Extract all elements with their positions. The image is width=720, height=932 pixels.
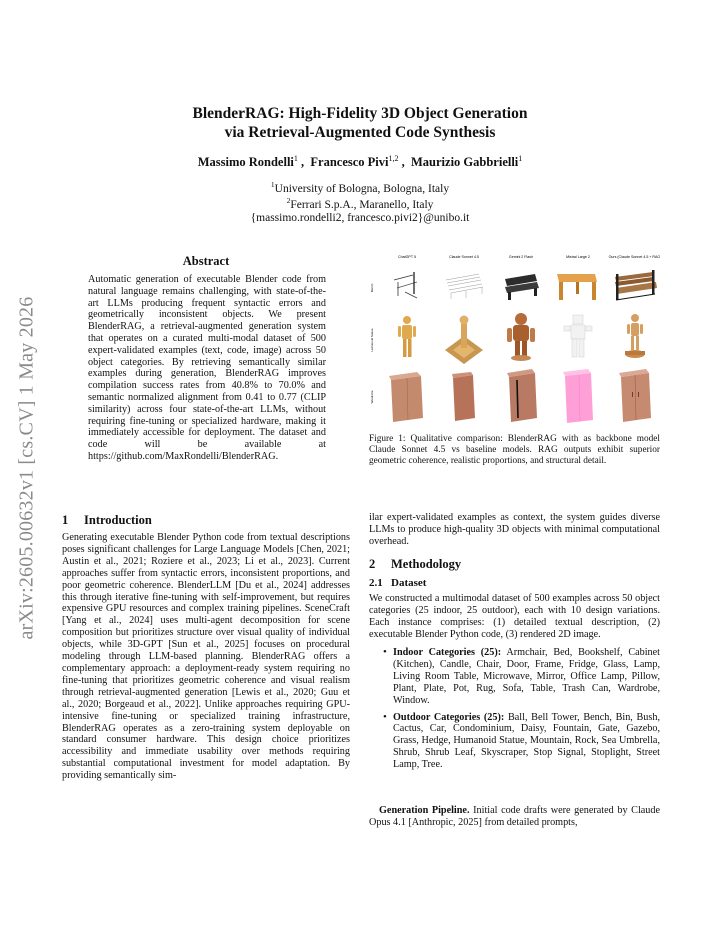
statue-render-chatgpt (398, 316, 416, 357)
affiliation-2: $^2$Ferrari S.p.A., Maranello, Italy (286, 196, 434, 211)
subsection-2-1-heading: 2.1 Dataset (369, 577, 427, 589)
col-header-2: Claude Sonnet 4.5 (449, 255, 479, 259)
outdoor-categories-item: • Outdoor Categories (25): Ball, Bell Tower, Bench, Bin, Bush, Cactus, Car, Condominium, Daisy, Fountain, Gate, Gazebo, Grass, Hedge, Humanoid Statue, Mountain, Rock, Sea Umbrella, Shrub, Shrub Leaf, Skyscraper, Stop Signal, Stoplight, Street Lamp, Tree. (393, 712, 660, 772)
author-3: Maurizio Gabbrielli (411, 155, 519, 170)
wardrobe-render-gemini (507, 369, 537, 422)
bench-render-claude (446, 274, 483, 299)
figure-1 (369, 252, 660, 432)
paper-title-line-2: via Retrieval-Augmented Code Synthesis (224, 124, 496, 141)
figure-1-caption: Figure 1: Qualitative comparison: BlenderRAG with as backbone model Claude Sonnet 4.5 vs baseline models. RAG outputs exhibit superior geometric coherence, realistic proportions, and structural detail. (369, 434, 660, 467)
indoor-categories-item: • Indoor Categories (25): Armchair, Bed, Bookshelf, Cabinet (Kitchen), Candle, Chair, Door, Frame, Fridge, Glass, Lamp, Living Room Table, Microwave, Mirror, Office Lamp, Pillow, Plant, Plate, Pot, Rug, Sofa, Table, Trash Can, Wardrobe, Window. (393, 647, 660, 707)
figure-1-grid (369, 252, 660, 432)
row-label-3: Wardrobe (370, 390, 374, 404)
arxiv-identifier: arXiv:2605.00632v1 [cs.CV] 1 May 2026 (15, 296, 38, 640)
col-header-3: Gemini 2 Flash (508, 255, 534, 259)
col-header-5: Ours (Claude Sonnet 4.5 + RAG) (608, 255, 660, 259)
category-list (379, 647, 660, 776)
author-1-affiliation: 1 (293, 154, 298, 163)
wardrobe-render-claude (452, 372, 475, 421)
generation-pipeline-paragraph: Generation Pipeline. Initial code drafts were generated by Claude Opus 4.1 [Anthropic, 2025] from detailed prompts, (369, 805, 661, 828)
abstract-text: Automatic generation of executable Blender code from natural language remains challenging, with state-of-the-art LLMs producing frequent syntactic errors and geometrically inconsistent objects. We present BlenderRAG, a retrieval-augmented generation system that operates on a curated multi-modal dataset of 500 expert-validated examples (text, code, image) across 50 object categories. By retrieving semantically similar examples during generation, BlenderRAG improves compilation success rates from 40.8% to 70.0% and semantic normalized alignment from 0.41 to 0.77 (CLIP similarity) across four state-of-the-art LLMs, without requiring fine-tuning or specialized hardware, making it immediately accessible for deployment. The dataset and code will be available at https://github.com/MaxRondelli/BlenderRAG. (88, 274, 326, 462)
wardrobe-render-chatgpt (389, 372, 423, 422)
statue-render-ours (625, 314, 645, 358)
col-header-1: ChatGPT 5 (398, 255, 416, 259)
row-label-2: Humanoid Statue (370, 328, 374, 352)
col-header-4: Mistral Large 2 (566, 255, 590, 259)
introduction-paragraph: Generating executable Blender Python code from textual descriptions poses significant challenges for Large Language Models [Chen, 2021; Austin et al., 2021; Roziere et al., 2023; Li et al., 2023]. Current approaches suffer from syntactic errors, inconsistent proportions, and poor geometric coherence. BlenderLLM [Du et al., 2024] addresses this through iterative fine-tuning with self-improvement, but requires expensive GPU resources and complex training pipelines. SceneCraft [Yang et al., 2024] uses multi-agent decomposition for scene composition but prioritizes structure over visual quality of individual objects, while 3D-GPT [Sun et al., 2025] focuses on procedural modeling through LLM-based planning. BlenderRAG offers a complementary approach: a deployment-ready system requiring no fine-tuning that prioritizes geometric coherence and visual realism through retrieval-augmented generation [Lewis et al., 2020; Guu et al., 2020; Borgeaud et al., 2022]. Unlike approaches requiring GPU-intensive fine-tuning or specialized training infrastructure, BlenderRAG operates as a zero-training system deployable on standard consumer hardware. This design choice prioritizes accessibility and immediate usability over methods requiring substantial computational investment for model adaptation. By providing semantically sim- (62, 532, 350, 782)
dataset-paragraph: We constructed a multimodal dataset of 500 examples across 50 object categories (25 indoor, 25 outdoor), each with 10 design variations. Each instance comprises: (1) detailed textual description, (2) executable Blender Python code, (3) rendered 2D image. (369, 593, 660, 640)
paper-title-line-1: BlenderRAG: High-Fidelity 3D Object Generation (192, 105, 528, 122)
author-2: Francesco Pivi (310, 155, 389, 170)
section-2-heading: 2 Methodology (369, 557, 462, 571)
author-emails: {massimo.rondelli2, francesco.pivi2}@unibo.it (250, 212, 470, 224)
bench-render-gemini (505, 274, 539, 300)
row-label-1: Bench (370, 283, 374, 293)
wardrobe-render-ours (619, 369, 651, 422)
bench-render-mistral (557, 274, 597, 300)
author-list: Massimo Rondelli$^1$ , Francesco Pivi$^{1,2}$ , Maurizio Gabbrielli$^1$ (197, 154, 523, 170)
author-3-affiliation: 1 (518, 154, 523, 163)
statue-render-gemini (507, 313, 535, 361)
author-1: Massimo Rondelli (197, 155, 294, 170)
statue-render-claude (445, 316, 483, 365)
introduction-continued: ilar expert-validated examples as context, the system guides diverse LLMs to produce high-quality 3D objects with minimal computational overhead. (369, 512, 660, 547)
author-2-affiliation: 1,2 (388, 154, 399, 163)
bench-render-chatgpt (394, 272, 417, 298)
bench-render-ours (615, 270, 657, 300)
wardrobe-render-mistral (563, 369, 593, 423)
abstract-heading: Abstract (182, 254, 230, 268)
affiliation-1: $^1$University of Bologna, Bologna, Italy (270, 180, 450, 195)
statue-render-mistral (564, 315, 592, 357)
section-1-heading: 1 Introduction (62, 513, 152, 527)
